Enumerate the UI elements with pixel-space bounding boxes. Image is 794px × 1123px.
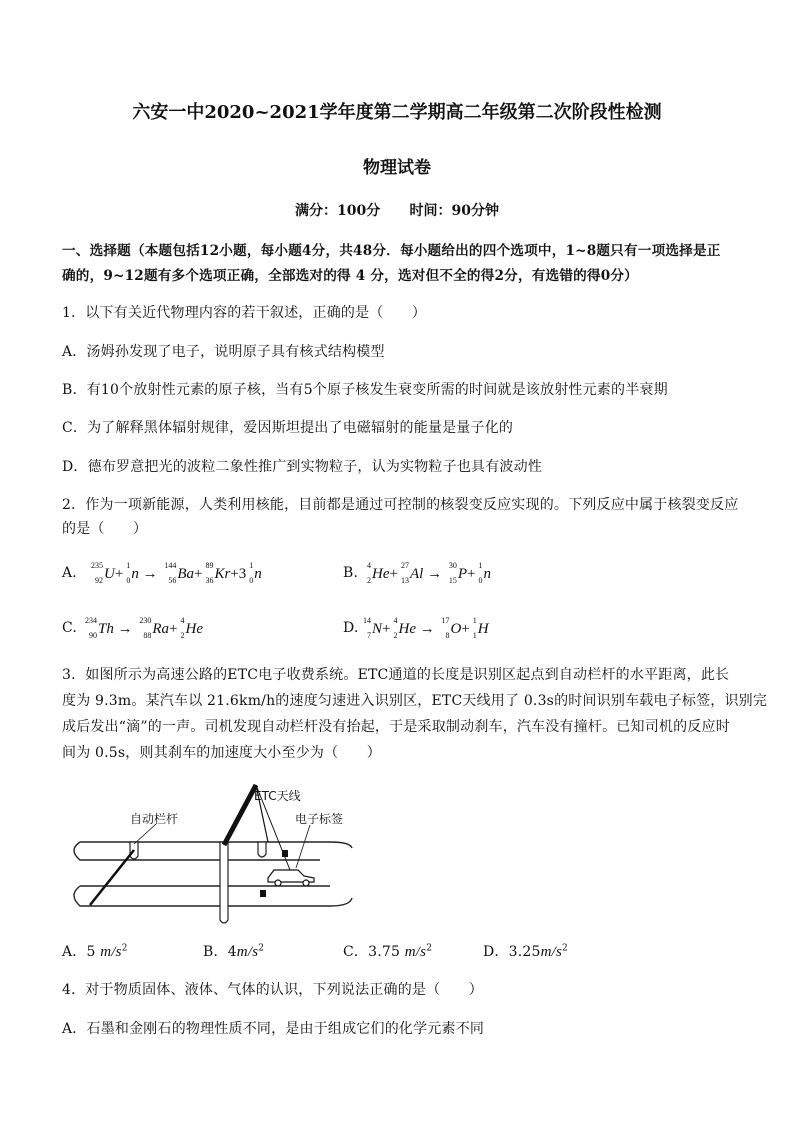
q3-stem-line1: 3．如图所示为高速公路的ETC电子收费系统。ETC通道的长度是识别区起点到自动栏杆的水平距离，此长: [62, 667, 730, 683]
barrier-arm: [90, 850, 134, 905]
q3-option-b: B．$4m/s^2$: [203, 943, 265, 960]
etc-diagram: [60, 780, 360, 930]
diagram-label-barrier: 自动栏杆: [130, 812, 179, 826]
tag-marker-upper: [282, 850, 288, 857]
q2-option-c-equation: 234 90 Th → 230 88 Ra+ 4 2 He: [85, 616, 203, 640]
q2-stem-line1: 2．作为一项新能源，人类利用核能，目前都是通过可控制的核裂变反应实现的。下列反应中属于核裂变反应: [62, 497, 739, 513]
q1-option-b: B．有10个放射性元素的原子核，当有5个原子核发生衰变所需的时间就是该放射性元素的半衰期: [62, 382, 668, 398]
diagram-label-tag: 电子标签: [295, 812, 344, 826]
q3-stem-line2: 度为 9.3m。某汽车以 21.6km/h的速度匀速进入识别区，ETC天线用了 0.3s的时间识别车载电子标签，识别完: [62, 693, 768, 709]
exam-title: 六安一中2020~2021学年度第二学期高二年级第二次阶段性检测: [132, 102, 662, 123]
antenna-beam: [224, 785, 256, 845]
q2-stem-line2: 的是（ ）: [62, 521, 148, 537]
q4-stem: 4．对于物质固体、液体、气体的认识，下列说法正确的是（ ）: [62, 982, 483, 998]
q3-option-a: A．5 $m/s^2$: [62, 943, 128, 960]
q1-option-a: A．汤姆孙发现了电子，说明原子具有核式结构模型: [62, 344, 385, 360]
q4-option-a: A．石墨和金刚石的物理性质不同，是由于组成它们的化学元素不同: [62, 1021, 485, 1037]
right-post: [258, 842, 266, 857]
q2-option-b-label: B.: [343, 565, 359, 581]
q1-option-d: D．德布罗意把光的波粒二象性推广到实物粒子，认为实物粒子也具有波动性: [62, 459, 543, 475]
q3-option-d: D．$3.25m/s^2$: [483, 943, 568, 960]
q1-stem: 1．以下有关近代物理内容的若干叙述，正确的是（ ）: [62, 305, 427, 321]
q2-option-d-label: D.: [343, 620, 359, 636]
antenna-pole: [220, 842, 228, 923]
road-upper-top-edge: [80, 842, 352, 848]
section-instructions-line1: 一、选择题（本题包括12小题，每小题4分，共48分．每小题给出的四个选项中，1~8题只有一项选择是正: [62, 243, 721, 259]
q3-option-c: C．3.75 $m/s^2$: [343, 943, 433, 960]
q2-option-d-equation: 14 7 N+ 4 2 He → 17 8 O+ 1 1 H: [363, 616, 489, 640]
score-time: 满分：100分 时间：90分钟: [295, 203, 499, 219]
q1-option-c: C．为了解释黑体辐射规律，爱因斯坦提出了电磁辐射的能量是量子化的: [62, 420, 514, 436]
q3-stem-line4: 间为 0.5s，则其刹车的加速度大小至少为（ ）: [62, 745, 381, 761]
q2-option-c-label: C.: [62, 620, 78, 636]
road-lower-bottom-edge: [74, 886, 352, 906]
q2-option-a-equation: 235 92 U+ 1 0 n → 144 56 Ba+ 89 36 Kr+3 1 0 n: [91, 561, 262, 585]
car-icon: [268, 870, 314, 886]
q3-stem-line3: 成后发出“滴”的一声。司机发现自动栏杆没有抬起，于是采取制动刹车，汽车没有撞杆。已知司机的反应时: [62, 719, 730, 735]
tag-marker-lower: [260, 890, 266, 897]
q2-option-b-equation: 4 2 He+ 27 13 Al → 30 15 P+ 1 0 n: [367, 561, 491, 585]
section-instructions-line2: 确的，9~12题有多个选项正确，全部选对的得 4 分，选对但不全的得2分，有选错的得0分）: [62, 268, 638, 284]
diagram-label-antenna: ETC天线: [254, 789, 301, 803]
q2-option-a-label: A.: [62, 565, 77, 581]
subject-title: 物理试卷: [363, 158, 431, 178]
